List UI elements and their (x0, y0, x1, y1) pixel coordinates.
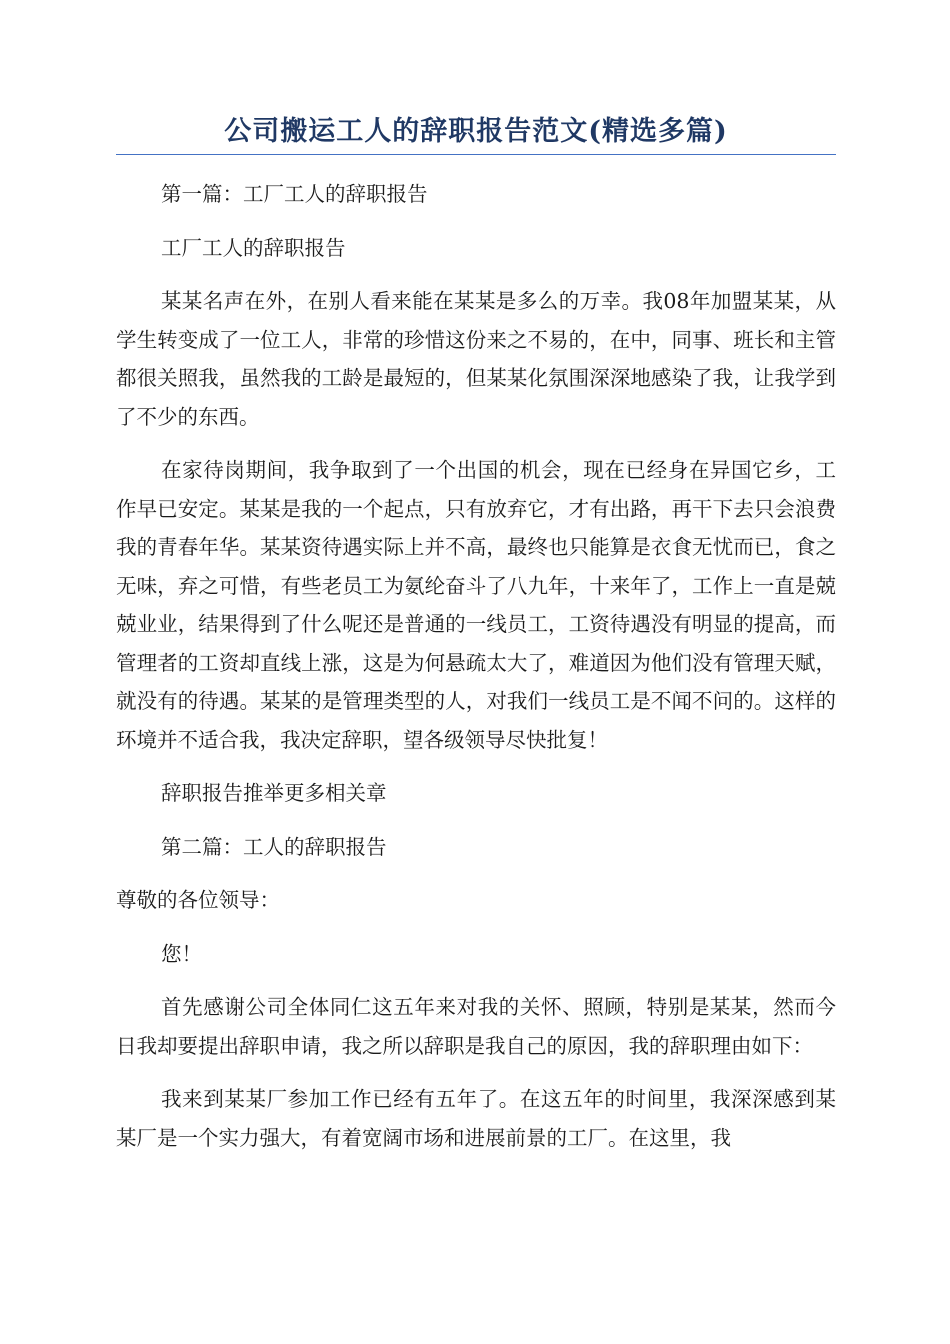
body-paragraph: 某某名声在外，在别人看来能在某某是多么的万幸。我08年加盟某某，从学生转变成了一位工人，非常的珍惜这份来之不易的，在中，同事、班长和主管都很关照我，虽然我的工龄是最短的，但某某化氛围深深地感染了我，让我学到了不少的东西。 (116, 289, 836, 429)
section-heading-1: 第一篇：工厂工人的辞职报告 (161, 182, 428, 206)
document-page (116, 112, 836, 1157)
body-paragraph: 在家待岗期间，我争取到了一个出国的机会，现在已经身在异国它乡，工作早已安定。某某是我的一个起点，只有放弃它，才有出路，再干下去只会浪费我的青春年华。某某资待遇实际上并不高，最终也只能算是衣食无忧而已，食之无味，弃之可惜，有些老员工为氨纶奋斗了八九年，十来年了，工作上一直是兢兢业业，结果得到了什么呢还是普通的一线员工，工资待遇没有明显的提高，而管理者的工资却直线上涨，这是为何悬疏太大了，难道因为他们没有管理天赋，就没有的待遇。某某的是管理类型的人，对我们一线员工是不闻不问的。这样的环境并不适合我，我决定辞职，望各级领导尽快批复！ (116, 458, 836, 752)
subheading: 工厂工人的辞职报告 (161, 235, 346, 260)
related-articles-line: 辞职报告推举更多相关章 (161, 781, 387, 805)
body-paragraph: 首先感谢公司全体同仁这五年来对我的关怀、照顾，特别是某某，然而今日我却要提出辞职申请，我之所以辞职是我自己的原因，我的辞职理由如下： (116, 995, 836, 1058)
document-title: 公司搬运工人的辞职报告范文(精选多篇) (116, 112, 836, 155)
salutation: 尊敬的各位领导： (116, 888, 280, 912)
body-paragraph: 我来到某某厂参加工作已经有五年了。在这五年的时间里，我深深感到某某厂是一个实力强大，有着宽阔市场和进展前景的工厂。在这里，我 (116, 1087, 836, 1150)
section-heading-2: 第二篇：工人的辞职报告 (161, 834, 387, 859)
greeting: 您！ (161, 941, 202, 966)
